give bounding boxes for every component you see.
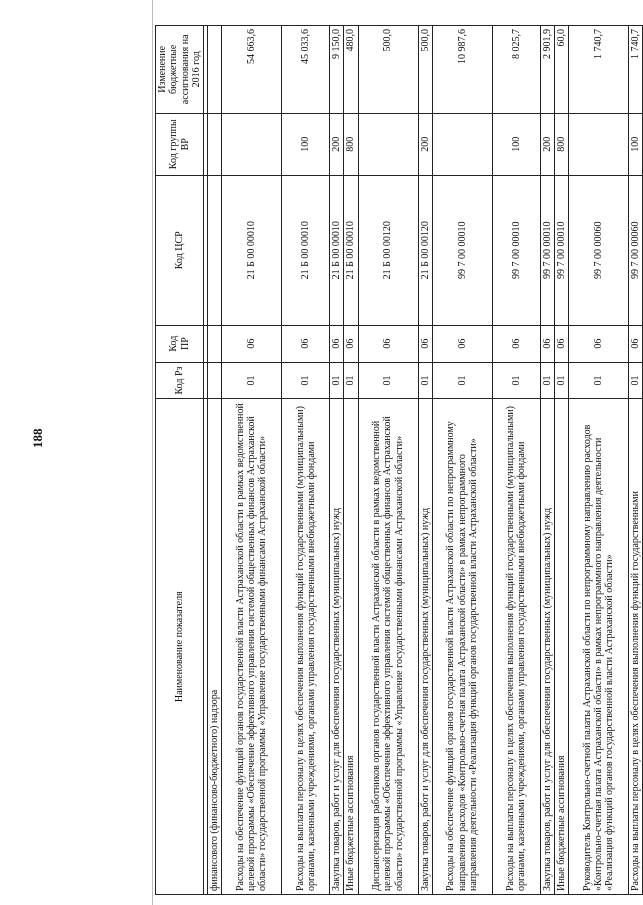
row-name: Иные бюджетные ассигнования — [554, 399, 568, 895]
row-csr: 21 Б 00 00010 — [344, 175, 358, 325]
header-pr: Код ПР — [156, 325, 204, 362]
row-vr: 100 — [282, 113, 330, 175]
row-rz: 01 — [418, 362, 432, 399]
row-vr — [432, 113, 492, 175]
row-pr: 06 — [330, 325, 344, 362]
row-name: Руководитель Контрольно-счетной палаты Астраханской области по непрограммному направлению расходов «Контрольно-счетная палата Астраханской области» в рамках непрограммного направления деятельности «Реализация функций органов государственной власти Астраханской области» — [569, 399, 629, 895]
row-rz: 01 — [282, 362, 330, 399]
row-rz: 01 — [432, 362, 492, 399]
table-row — [629, 26, 643, 895]
row-rz: 01 — [492, 362, 540, 399]
row-amount: 2 901,9 — [540, 26, 554, 114]
header-row — [156, 26, 204, 895]
row-vr: 800 — [554, 113, 568, 175]
row-rz: 01 — [358, 362, 418, 399]
row-vr: 100 — [492, 113, 540, 175]
row-amount: 60,0 — [554, 26, 568, 114]
row-name: финансового (финансово-бюджетного) надзора — [208, 399, 222, 895]
row-pr: 06 — [554, 325, 568, 362]
row-vr — [569, 113, 629, 175]
table-row — [358, 26, 418, 895]
row-csr: 21 Б 00 00010 — [330, 175, 344, 325]
row-amount: 8 025,7 — [492, 26, 540, 114]
row-csr: 99 7 00 00060 — [569, 175, 629, 325]
row-rz: 01 — [540, 362, 554, 399]
row-pr: 06 — [569, 325, 629, 362]
row-name: Расходы на обеспечение функций органов государственной власти Астраханской области в рамках ведомственной целевой программы «Обеспечение эффективного управления системой общественных финансов Астраханской области» государственной программы «Управление государственными финансами Астраханской области» — [222, 399, 282, 895]
row-name: Закупка товаров, работ и услуг для обеспечения государственных (муниципальных) нужд — [330, 399, 344, 895]
row-vr: 800 — [344, 113, 358, 175]
row-name: Расходы на выплаты персоналу в целях обеспечения выполнения функций государственными (муниципальными) органами, казенными учреждениями, органами управления государственными внебюджетными фондами — [492, 399, 540, 895]
row-pr: 06 — [629, 325, 643, 362]
row-csr: 21 Б 00 00010 — [282, 175, 330, 325]
row-amount: 9 150,0 — [330, 26, 344, 114]
row-name: Расходы на выплаты персоналу в целях обеспечения выполнения функций государственными (муниципальными) органами, казенными учреждениями, органами управления государственными внебюджетными фондами — [282, 399, 330, 895]
row-rz: 01 — [344, 362, 358, 399]
row-pr: 06 — [282, 325, 330, 362]
row-amount: 1 740,7 — [569, 26, 629, 114]
table-row — [282, 26, 330, 895]
row-pr: 06 — [432, 325, 492, 362]
scan-edge-line — [152, 0, 153, 905]
row-amount: 45 033,6 — [282, 26, 330, 114]
budget-table — [155, 25, 643, 895]
row-vr — [222, 113, 282, 175]
row-amount — [208, 26, 222, 114]
row-pr: 06 — [418, 325, 432, 362]
row-rz: 01 — [330, 362, 344, 399]
row-csr: 21 Б 00 00010 — [222, 175, 282, 325]
row-name: Иные бюджетные ассигнования — [344, 399, 358, 895]
table-row — [540, 26, 554, 895]
header-amount: Изменение бюджетные ассигнования на 2016 год — [156, 26, 204, 114]
table-row — [554, 26, 568, 895]
row-vr: 200 — [418, 113, 432, 175]
table-row — [330, 26, 344, 895]
row-rz: 01 — [629, 362, 643, 399]
row-csr — [208, 175, 222, 325]
row-rz: 01 — [554, 362, 568, 399]
row-pr: 06 — [492, 325, 540, 362]
table-row — [432, 26, 492, 895]
row-pr: 06 — [222, 325, 282, 362]
row-pr — [208, 325, 222, 362]
row-vr: 200 — [330, 113, 344, 175]
row-rz — [208, 362, 222, 399]
row-name: Расходы на выплаты персоналу в целях обеспечения выполнения функций государственными — [629, 399, 643, 895]
row-name: Диспансеризация работников органов государственной власти Астраханской области в рамках ведомственной целевой программы «Обеспечение эффективного управления системой общественных финансов Астраханской области» государственной программы «Управление государственными финансами Астраханской области» — [358, 399, 418, 895]
row-csr: 99 7 00 00010 — [432, 175, 492, 325]
table-row — [344, 26, 358, 895]
row-csr: 21 Б 00 00120 — [418, 175, 432, 325]
row-name: Расходы на обеспечение функций органов государственной власти Астраханской области по непрограммному направлению расходов «Контрольно-счетная палата Астраханской области» в рамках непрограммного направления деятельности «Реализация функций органов государственной власти Астраханской области» — [432, 399, 492, 895]
header-name: Наименование показателя — [156, 399, 204, 895]
table-row — [222, 26, 282, 895]
row-amount: 480,0 — [344, 26, 358, 114]
row-pr: 06 — [344, 325, 358, 362]
row-rz: 01 — [569, 362, 629, 399]
row-name: Закупка товаров, работ и услуг для обеспечения государственных (муниципальных) нужд — [540, 399, 554, 895]
row-vr: 100 — [629, 113, 643, 175]
row-csr: 99 7 00 00010 — [492, 175, 540, 325]
header-vr: Код группы ВР — [156, 113, 204, 175]
row-pr: 06 — [358, 325, 418, 362]
row-rz: 01 — [222, 362, 282, 399]
table-row — [418, 26, 432, 895]
header-csr: Код ЦСР — [156, 175, 204, 325]
table-row — [208, 26, 222, 895]
row-csr: 99 7 00 00060 — [629, 175, 643, 325]
row-pr: 06 — [540, 325, 554, 362]
rotated-table-wrapper — [155, 25, 642, 895]
row-vr — [208, 113, 222, 175]
table-row — [569, 26, 629, 895]
row-amount: 10 987,6 — [432, 26, 492, 114]
row-csr: 99 7 00 00010 — [554, 175, 568, 325]
page-number: 188 — [30, 428, 45, 448]
row-vr: 200 — [540, 113, 554, 175]
row-amount: 500,0 — [358, 26, 418, 114]
row-amount: 500,0 — [418, 26, 432, 114]
row-csr: 21 Б 00 00120 — [358, 175, 418, 325]
row-amount: 1 740,7 — [629, 26, 643, 114]
table-row — [492, 26, 540, 895]
row-vr — [358, 113, 418, 175]
row-name: Закупка товаров, работ и услуг для обеспечения государственных (муниципальных) нужд — [418, 399, 432, 895]
row-csr: 99 7 00 00010 — [540, 175, 554, 325]
header-rz: Код Рз — [156, 362, 204, 399]
row-amount: 54 663,6 — [222, 26, 282, 114]
